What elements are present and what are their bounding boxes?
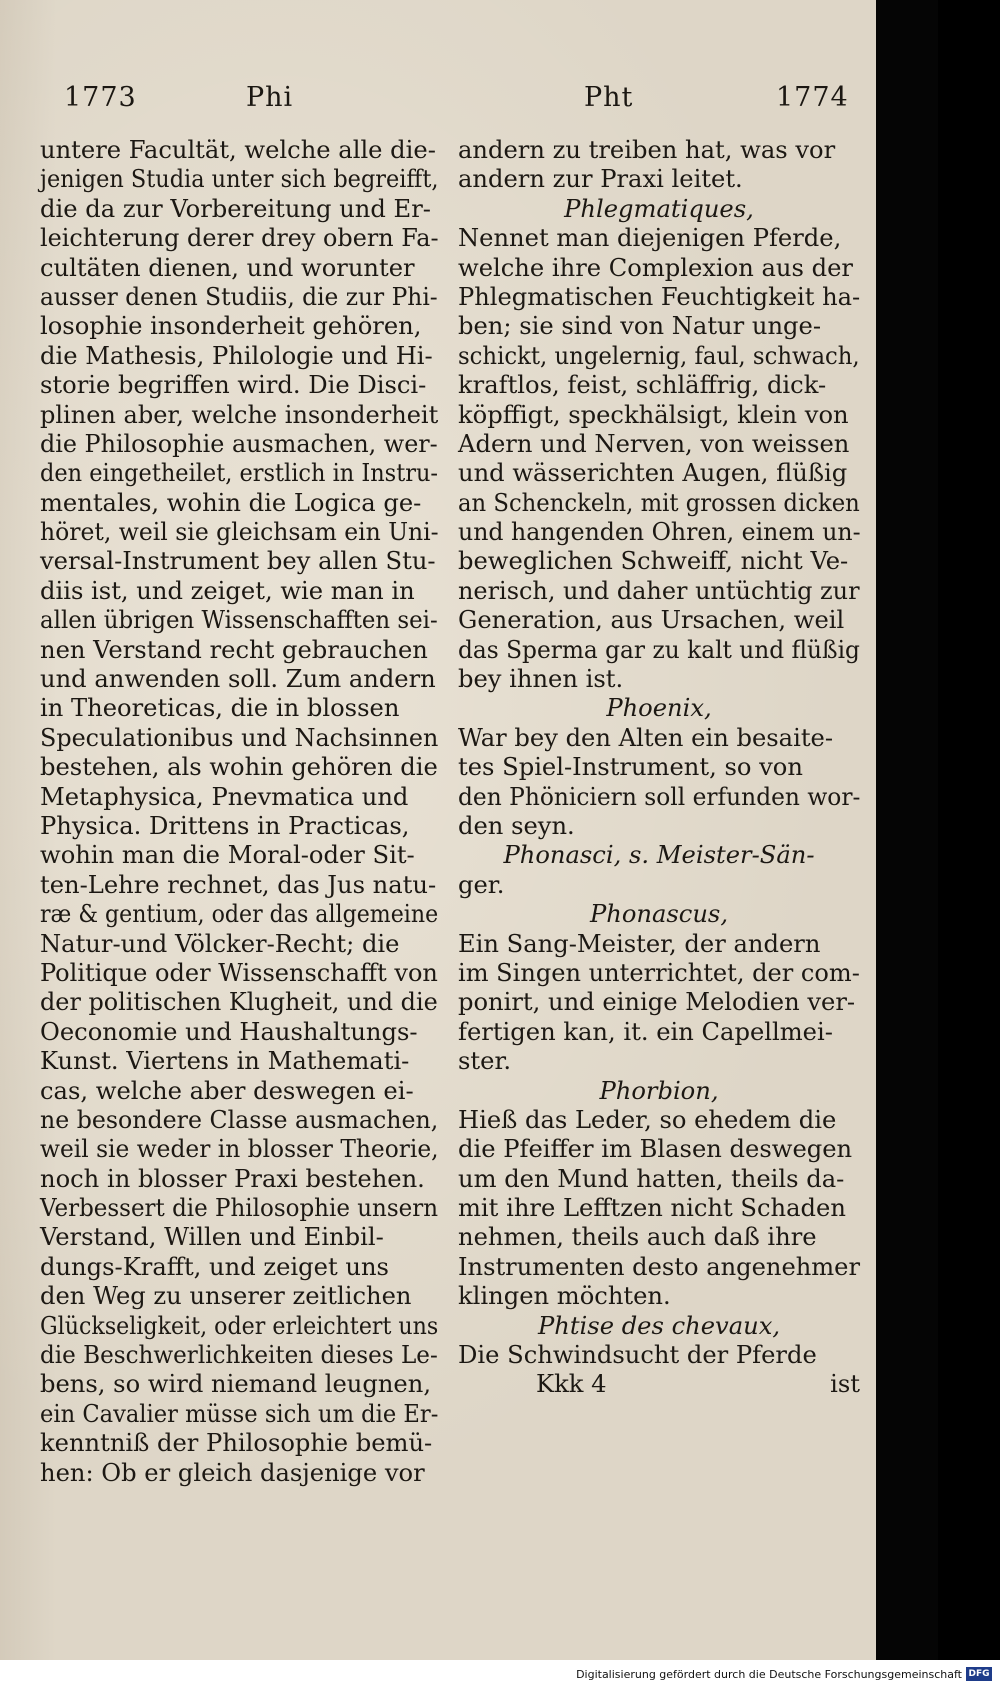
text-line: Glückseligkeit, oder erleichtert uns (40, 1311, 439, 1340)
text-line: weil sie weder in blosser Theorie, (40, 1135, 439, 1164)
running-head-left: Phi (246, 82, 294, 113)
entry-headword: Phonascus, (589, 900, 729, 929)
text-line: cas, welche aber deswegen ei- (40, 1076, 414, 1105)
text-line: losophie insonderheit gehören, (40, 312, 422, 341)
entry-headword: Phlegmatiques, (564, 194, 754, 223)
text-line: cultäten dienen, und worunter (40, 253, 415, 282)
text-line: andern zu treiben hat, was vor (458, 136, 836, 164)
text-line: tes Spiel-Instrument, so von (458, 753, 803, 782)
text-line: der politischen Klugheit, und die (40, 988, 438, 1017)
text-line: klingen möchten. (458, 1282, 671, 1311)
text-line: das Sperma gar zu kalt und flüßig (458, 635, 860, 664)
text-line: noch in blosser Praxi bestehen. (40, 1164, 425, 1193)
text-line: nehmen, theils auch daß ihre (458, 1223, 817, 1252)
catchword: ist (830, 1370, 860, 1399)
left-column (40, 136, 438, 1488)
text-line: Speculationibus und Nachsinnen (40, 723, 439, 752)
text-line: im Singen unterrichtet, der com- (458, 958, 860, 987)
text-line: köpffigt, speckhälsigt, klein von (458, 400, 849, 429)
footer-bar (0, 1660, 1000, 1692)
text-line: in Theoreticas, die in blossen (40, 694, 400, 723)
text-line: nen Verstand recht gebrauchen (40, 635, 428, 664)
text-line: Nennet man diejenigen Pferde, (458, 224, 842, 253)
text-line: den Phöniciern soll erfunden wor- (458, 782, 861, 811)
text-line: die da zur Vorbereitung und Er- (40, 194, 431, 223)
text-line: Ein Sang-Meister, der andern (458, 929, 821, 958)
text-line: versal-Instrument bey allen Stu- (40, 547, 436, 576)
text-line: bens, so wird niemand leugnen, (40, 1370, 432, 1399)
text-line: ausser denen Studiis, die zur Phi- (40, 282, 438, 311)
dfg-logo: DFG (966, 1667, 992, 1681)
text-line: ben; sie sind von Natur unge- (458, 312, 822, 341)
text-line: bestehen, als wohin gehören die (40, 753, 438, 782)
text-line: die Beschwerlichkeiten dieses Le- (40, 1341, 438, 1370)
text-line: Verbessert die Philosophie unsern (40, 1194, 438, 1223)
text-line: leichterung derer drey obern Fa- (40, 224, 439, 253)
text-line: allen übrigen Wissenschafften sei- (40, 606, 438, 635)
text-line: den eingetheilet, erstlich in Instru- (40, 459, 438, 488)
entry-headword: Phonasci, s. Meister-Sän- (503, 841, 815, 870)
text-line: storie begriffen wird. Die Disci- (40, 371, 427, 400)
text-line: Oeconomie und Haushaltungs- (40, 1017, 418, 1046)
text-line: Generation, aus Ursachen, weil (458, 606, 845, 635)
text-line: Verstand, Willen und Einbil- (40, 1223, 384, 1252)
text-line: Hieß das Leder, so ehedem die (458, 1105, 837, 1134)
text-line: und anwenden soll. Zum andern (40, 665, 436, 694)
text-line: Adern und Nerven, von weissen (458, 429, 850, 458)
text-line: nerisch, und daher untüchtig zur (458, 576, 860, 605)
entry-headword: Phorbion, (599, 1076, 719, 1105)
text-line: andern zur Praxi leitet. (458, 165, 743, 194)
page-number-right: 1774 (776, 82, 849, 113)
text-line: Metaphysica, Pnevmatica und (40, 782, 409, 811)
text-line: ster. (458, 1047, 512, 1076)
entry-headword: Phtise des chevaux, (537, 1311, 781, 1340)
text-line: ten-Lehre rechnet, das Jus natu- (40, 870, 437, 899)
text-line: die Pfeiffer im Blasen deswegen (458, 1135, 853, 1164)
text-line: welche ihre Complexion aus der (458, 253, 853, 282)
text-line: Kunst. Viertens in Mathemati- (40, 1047, 410, 1076)
text-line: hen: Ob er gleich dasjenige vor (40, 1458, 425, 1487)
text-line: ponirt, und einige Melodien ver- (458, 988, 856, 1017)
page-number-left: 1773 (64, 82, 137, 113)
text-line: ne besondere Classe ausmachen, (40, 1105, 439, 1134)
footer-credit: Digitalisierung gefördert durch die Deutsche Forschungsgemeinschaft (576, 1668, 962, 1681)
text-line: Phlegmatischen Feuchtigkeit ha- (458, 282, 861, 311)
text-line: fertigen kan, it. ein Capellmei- (458, 1017, 833, 1046)
text-line: mit ihre Lefftzen nicht Schaden (458, 1194, 846, 1223)
text-line: Natur-und Völcker-Recht; die (40, 929, 400, 958)
entry-headword: Phoenix, (606, 694, 712, 723)
text-line: den seyn. (458, 811, 575, 840)
text-line: die Philosophie ausmachen, wer- (40, 429, 438, 458)
text-line: untere Facultät, welche alle die- (40, 136, 436, 164)
text-line: dungs-Krafft, und zeiget uns (40, 1252, 389, 1281)
text-line: und hangenden Ohren, einem un- (458, 518, 861, 547)
text-line: diis ist, und zeiget, wie man in (40, 576, 415, 605)
text-line: Physica. Drittens in Practicas, (40, 811, 410, 840)
text-line: und wässerichten Augen, flüßig (458, 459, 848, 488)
text-line: jenigen Studia unter sich begreifft, (40, 165, 439, 194)
text-line: beweglichen Schweiff, nicht Ve- (458, 547, 849, 576)
text-line: die Mathesis, Philologie und Hi- (40, 341, 433, 370)
signature-line (458, 1370, 860, 1399)
text-line: bey ihnen ist. (458, 665, 624, 694)
text-line: ein Cavalier müsse sich um die Er- (40, 1399, 439, 1428)
text-line: kraftlos, feist, schläffrig, dick- (458, 371, 827, 400)
text-line: kenntniß der Philosophie bemü- (40, 1429, 433, 1458)
text-line: Die Schwindsucht der Pferde (458, 1341, 817, 1370)
text-line: plinen aber, welche insonderheit (40, 400, 439, 429)
text-line: mentales, wohin die Logica ge- (40, 488, 422, 517)
text-line: schickt, ungelernig, faul, schwach, (458, 341, 860, 370)
text-line: an Schenckeln, mit grossen dicken (458, 488, 860, 517)
text-line: wohin man die Moral-oder Sit- (40, 841, 415, 870)
scan-border (876, 0, 938, 1660)
text-line: Instrumenten desto angenehmer (458, 1252, 860, 1281)
text-line: höret, weil sie gleichsam ein Uni- (40, 518, 439, 547)
text-line: War bey den Alten ein besaite- (458, 723, 834, 752)
text-line: den Weg zu unserer zeitlichen (40, 1282, 412, 1311)
right-column (458, 136, 860, 1400)
text-line: um den Mund hatten, theils da- (458, 1164, 845, 1193)
text-line: Politique oder Wissenschafft von (40, 958, 438, 987)
text-line: ræ & gentium, oder das allgemeine (40, 900, 439, 929)
running-head-right: Pht (584, 82, 634, 113)
text-line: ger. (458, 870, 505, 899)
signature-mark: Kkk 4 (536, 1370, 607, 1399)
